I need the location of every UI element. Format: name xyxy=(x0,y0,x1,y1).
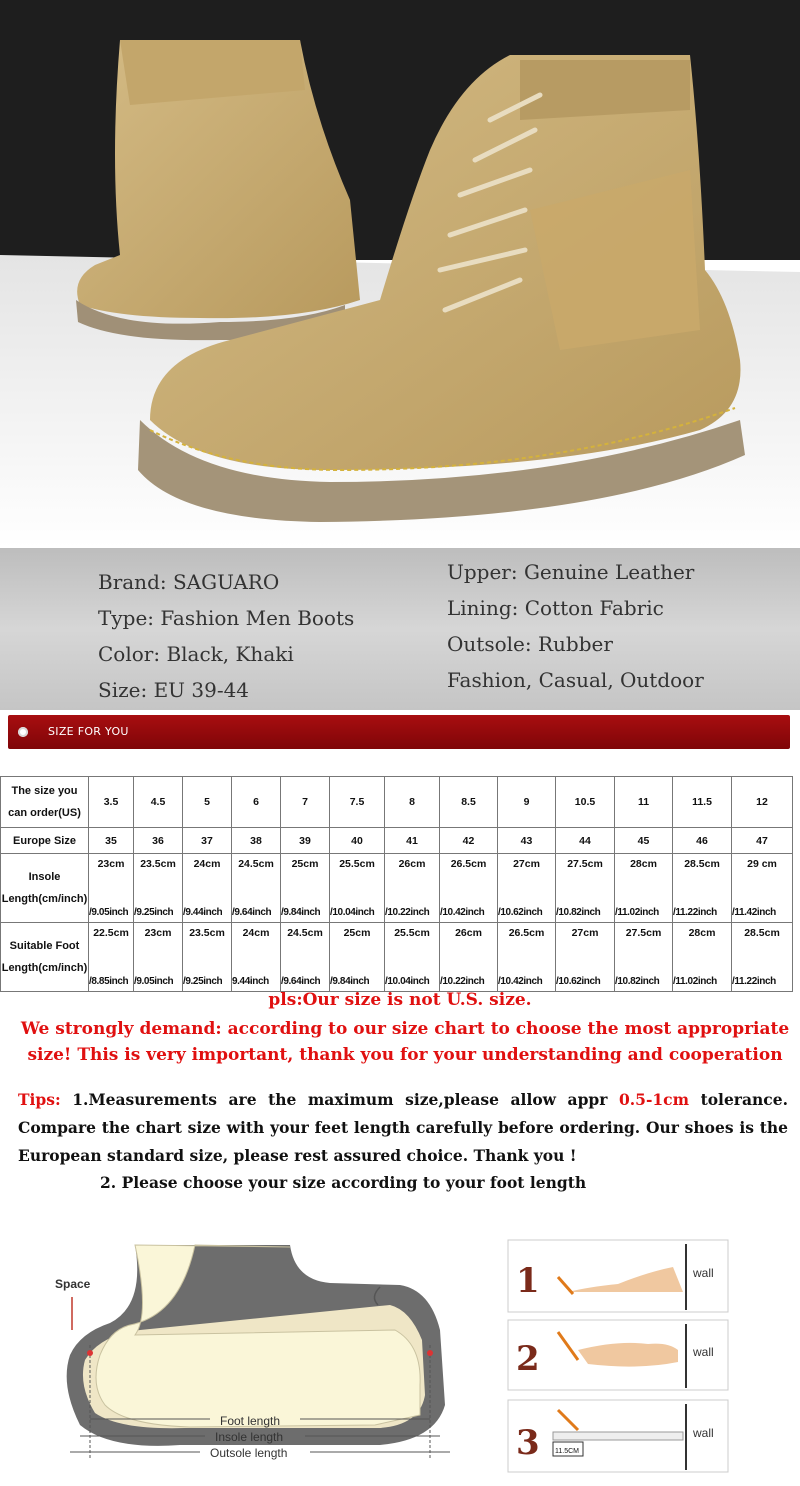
eu-size-cell: 47 xyxy=(732,828,793,854)
foot-cell-content xyxy=(281,925,329,989)
insole-cell xyxy=(440,854,498,923)
foot-cell-inch: /10.62inch xyxy=(556,976,601,987)
foot-cell-cm: 28cm xyxy=(688,927,716,939)
insole-cell-inch: /10.04inch xyxy=(330,907,375,918)
insole-cell-cm: 27.5cm xyxy=(567,858,603,870)
us-size-cell: 8.5 xyxy=(440,777,498,828)
insole-cell-inch: /9.05inch xyxy=(89,907,129,918)
insole-cell xyxy=(330,854,385,923)
foot-cell-inch: /9.25inch xyxy=(183,976,223,987)
foot-cell-inch: /10.82inch xyxy=(615,976,660,987)
insole-cell-cm: 25.5cm xyxy=(339,858,375,870)
insole-cell-content xyxy=(615,856,672,920)
insole-cell-cm: 28cm xyxy=(630,858,657,870)
us-size-cell: 12 xyxy=(732,777,793,828)
spec-style: Fashion, Casual, Outdoor xyxy=(447,668,704,692)
insole-cell-inch: /9.44inch xyxy=(183,907,223,918)
foot-cell-inch: /11.22inch xyxy=(732,976,776,987)
specs-panel xyxy=(0,548,800,710)
insole-cell-cm: 23cm xyxy=(97,858,125,870)
foot-cell xyxy=(732,923,793,992)
insole-cell xyxy=(615,854,673,923)
insole-cell-inch: /9.84inch xyxy=(281,907,321,918)
insole-cell xyxy=(281,854,330,923)
foot-cell-content xyxy=(615,925,672,989)
insole-cell-cm: 28.5cm xyxy=(684,858,720,870)
insole-cell-inch: /9.64inch xyxy=(232,907,272,918)
insole-cell-content xyxy=(89,856,133,920)
tips-part1: 1.Measurements are the maximum size,please allow appr xyxy=(72,1090,608,1109)
spec-lining: Lining: Cotton Fabric xyxy=(447,596,664,620)
foot-cell-content xyxy=(673,925,731,989)
insole-cell-inch: /10.22inch xyxy=(385,907,430,918)
insole-cell-cm: 23.5cm xyxy=(140,858,176,870)
insole-cell-content xyxy=(673,856,731,920)
foot-cell-content xyxy=(232,925,280,989)
insole-cell-inch: /10.62inch xyxy=(498,907,543,918)
foot-cell xyxy=(385,923,440,992)
step-2 xyxy=(508,1320,728,1390)
row-label-insole: Insole Length(cm/inch) xyxy=(1,854,89,923)
foot-cell-inch: 9.44inch xyxy=(232,976,269,987)
insole-cell-content xyxy=(556,856,614,920)
foot-cell xyxy=(134,923,183,992)
foot-cell xyxy=(89,923,134,992)
foot-cell-cm: 24.5cm xyxy=(287,927,323,939)
insole-cell-inch: /11.42inch xyxy=(732,907,776,918)
insole-cell-content xyxy=(498,856,555,920)
insole-cell-cm: 26.5cm xyxy=(450,858,487,870)
foot-cell-inch: /9.64inch xyxy=(281,976,321,987)
foot-cell-cm: 23cm xyxy=(144,927,172,939)
insole-cell-content xyxy=(385,856,439,920)
spec-color: Color: Black, Khaki xyxy=(98,642,294,666)
insole-cell-content xyxy=(440,856,497,920)
foot-cell-cm: 24cm xyxy=(242,927,270,939)
foot-cell xyxy=(440,923,498,992)
insole-cell-inch: /10.82inch xyxy=(556,907,601,918)
foot-cell xyxy=(232,923,281,992)
us-size-cell: 7 xyxy=(281,777,330,828)
bullet-icon xyxy=(18,727,28,737)
insole-cell-content xyxy=(330,856,384,920)
us-size-cell: 10.5 xyxy=(556,777,615,828)
insole-cell-content xyxy=(183,856,231,920)
foot-cell-cm: 27cm xyxy=(571,927,599,939)
outsole-length-label: Outsole length xyxy=(210,1446,288,1460)
specs-left xyxy=(98,564,354,708)
eu-size-cell: 46 xyxy=(673,828,732,854)
spec-outsole: Outsole: Rubber xyxy=(447,632,613,656)
eu-size-cell: 43 xyxy=(498,828,556,854)
insole-cell-inch: /11.22inch xyxy=(673,907,717,918)
insole-cell-content xyxy=(232,856,280,920)
foot-cell-cm: 28.5cm xyxy=(744,927,780,939)
insole-cell xyxy=(385,854,440,923)
insole-cell xyxy=(732,854,793,923)
insole-cell-content xyxy=(281,856,329,920)
foot-cell-inch: /11.02inch xyxy=(673,976,717,987)
foot-cell-cm: 22.5cm xyxy=(93,927,129,939)
us-size-cell: 4.5 xyxy=(134,777,183,828)
space-label: Space xyxy=(55,1277,91,1291)
eu-size-cell: 35 xyxy=(89,828,134,854)
insole-cell xyxy=(673,854,732,923)
us-size-cell: 7.5 xyxy=(330,777,385,828)
tips-part2: tolerance. Compare the chart size with your feet length carefully before ordering. Our shoes is the European standard size, please rest assured choice. Thank you ! xyxy=(18,1090,788,1165)
us-size-cell: 5 xyxy=(183,777,232,828)
us-size-cell: 8 xyxy=(385,777,440,828)
step-1 xyxy=(508,1240,728,1312)
foot-cell-cm: 26.5cm xyxy=(508,927,545,939)
foot-cell-content xyxy=(732,925,792,989)
size-demand-notice: We strongly demand: according to our size chart to choose the most appropriate size! This is very important, thank you for your understanding and cooperation xyxy=(20,1019,790,1065)
foot-cell-content xyxy=(556,925,614,989)
foot-cell xyxy=(498,923,556,992)
insole-cell xyxy=(183,854,232,923)
step-3 xyxy=(508,1400,728,1472)
wall-label-2: wall xyxy=(693,1345,714,1359)
table-row-insole xyxy=(1,854,793,923)
us-size-cell: 3.5 xyxy=(89,777,134,828)
foot-cell-cm: 25.5cm xyxy=(394,927,430,939)
foot-cell-inch: /9.05inch xyxy=(134,976,174,987)
foot-cell-content xyxy=(330,925,384,989)
foot-length-diagram xyxy=(50,1235,460,1467)
tips-step-2: 2. Please choose your size according to your foot length xyxy=(100,1173,587,1192)
spec-size: Size: EU 39-44 xyxy=(98,678,250,702)
eu-size-cell: 38 xyxy=(232,828,281,854)
eu-size-cell: 40 xyxy=(330,828,385,854)
us-size-cell: 11 xyxy=(615,777,673,828)
insole-cell-content xyxy=(134,856,182,920)
insole-cell-inch: /11.02inch xyxy=(615,907,659,918)
foot-cell-cm: 23.5cm xyxy=(189,927,225,939)
foot-cell xyxy=(673,923,732,992)
insole-cell xyxy=(134,854,183,923)
foot-cell-inch: /10.04inch xyxy=(385,976,430,987)
table-row-us xyxy=(1,777,793,828)
size-notice: pls:Our size is not U.S. size. xyxy=(268,990,532,1010)
spec-upper: Upper: Genuine Leather xyxy=(447,560,695,584)
foot-cell-content xyxy=(385,925,439,989)
eu-size-cell: 44 xyxy=(556,828,615,854)
tips-label: Tips: xyxy=(18,1090,61,1109)
insole-length-label: Insole length xyxy=(215,1430,284,1444)
foot-cell-cm: 27.5cm xyxy=(625,927,662,939)
size-table xyxy=(0,776,793,992)
tips-tolerance: 0.5-1cm xyxy=(618,1090,690,1109)
insole-cell xyxy=(232,854,281,923)
step-number-2: 2 xyxy=(516,1339,540,1379)
spec-type: Type: Fashion Men Boots xyxy=(98,606,355,630)
table-row-foot xyxy=(1,923,793,992)
foot-cell xyxy=(330,923,385,992)
wall-label-3: wall xyxy=(693,1426,714,1440)
row-label-us: The size you can order(US) xyxy=(1,777,89,828)
foot-cell-inch: /10.22inch xyxy=(440,976,485,987)
foot-cell-inch: /8.85inch xyxy=(89,976,129,987)
size-banner-label: SIZE FOR YOU xyxy=(48,725,129,738)
foot-cell-content xyxy=(183,925,231,989)
insole-cell-cm: 26cm xyxy=(398,858,426,870)
eu-size-cell: 45 xyxy=(615,828,673,854)
eu-size-cell: 36 xyxy=(134,828,183,854)
insole-cell-cm: 29 cm xyxy=(747,858,777,870)
insole-cell-cm: 25cm xyxy=(291,858,319,870)
eu-size-cell: 42 xyxy=(440,828,498,854)
us-size-cell: 6 xyxy=(232,777,281,828)
insole-cell-inch: /9.25inch xyxy=(134,907,174,918)
table-row-eu xyxy=(1,828,793,854)
foot-cell-content xyxy=(134,925,182,989)
tips-paragraph xyxy=(18,1086,788,1170)
measuring-steps-diagram xyxy=(498,1232,738,1482)
foot-cell-inch: /9.84inch xyxy=(330,976,370,987)
insole-cell xyxy=(556,854,615,923)
eu-size-cell: 41 xyxy=(385,828,440,854)
insole-cell-cm: 24cm xyxy=(193,858,221,870)
insole-cell-cm: 24.5cm xyxy=(238,858,274,870)
us-size-cell: 9 xyxy=(498,777,556,828)
foot-cell xyxy=(615,923,673,992)
insole-cell-cm: 27cm xyxy=(513,858,540,870)
eu-size-cell: 37 xyxy=(183,828,232,854)
step-number-3: 3 xyxy=(516,1423,540,1463)
wall-label-1: wall xyxy=(693,1266,714,1280)
spec-brand: Brand: SAGUARO xyxy=(98,570,280,594)
us-size-cell: 11.5 xyxy=(673,777,732,828)
foot-cell xyxy=(556,923,615,992)
insole-cell xyxy=(89,854,134,923)
foot-length-label: Foot length xyxy=(220,1414,281,1428)
product-photo xyxy=(0,0,800,548)
foot-cell-cm: 26cm xyxy=(455,927,482,939)
row-label-eu: Europe Size xyxy=(1,828,89,854)
size-banner xyxy=(8,715,790,749)
row-label-foot: Suitable Foot Length(cm/inch) xyxy=(1,923,89,992)
foot-cell-cm: 25cm xyxy=(343,927,371,939)
specs-right xyxy=(447,554,704,698)
foot-cell xyxy=(183,923,232,992)
foot-cell-content xyxy=(498,925,555,989)
foot-cell xyxy=(281,923,330,992)
foot-cell-inch: /10.42inch xyxy=(498,976,543,987)
ruler-label: 11.5CM xyxy=(555,1448,579,1455)
foot-cell-content xyxy=(440,925,497,989)
eu-size-cell: 39 xyxy=(281,828,330,854)
step-number-1: 1 xyxy=(516,1261,540,1301)
insole-cell-inch: /10.42inch xyxy=(440,907,485,918)
insole-cell xyxy=(498,854,556,923)
foot-cell-content xyxy=(89,925,133,989)
insole-cell-content xyxy=(732,856,792,920)
